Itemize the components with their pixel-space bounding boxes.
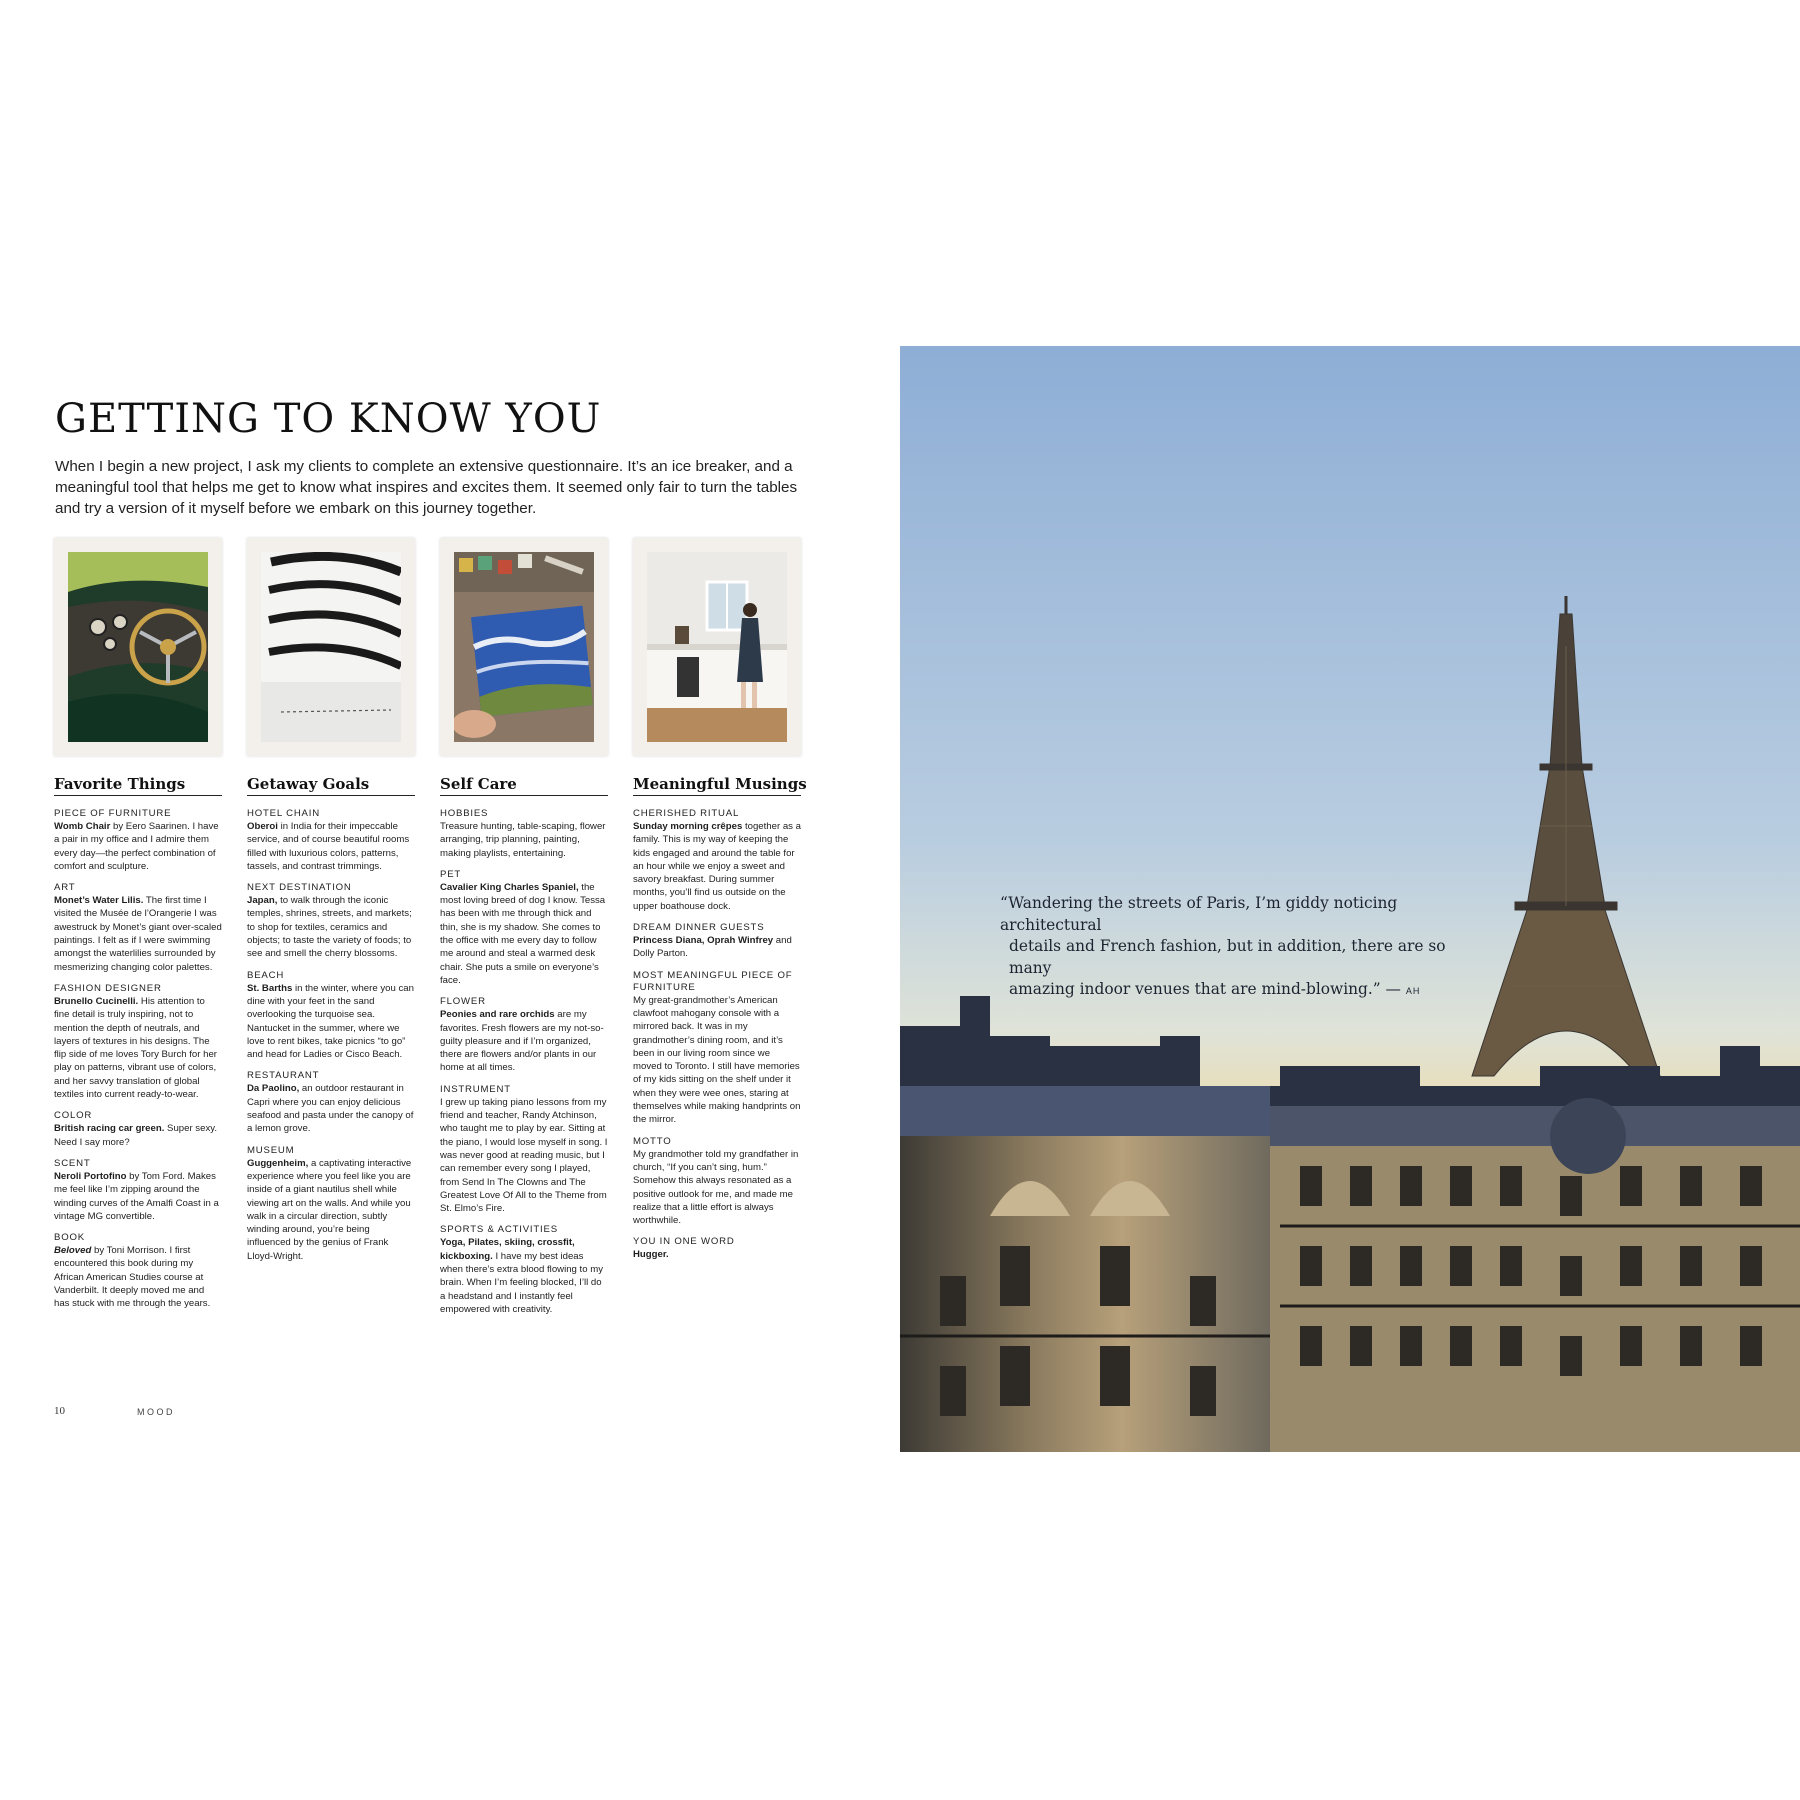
section-text: Oberoi in India for their impeccable service, and of course beautiful rooms filled with luxurious colors, patterns, tassels, and contrast trimmings. — [247, 821, 410, 872]
photo-card-car — [54, 538, 222, 756]
section-most-meaningful-furniture — [633, 970, 801, 1127]
section-color — [54, 1110, 222, 1149]
guggenheim-photo — [261, 552, 401, 742]
section-text: Sunday morning crêpes together as a family. This is my way of keeping the kids engaged and around the table for an hour while we enjoy a sweet and savory breakfast. During summer months, you’ll find us outside on the upper boathouse dock. — [633, 821, 801, 912]
section-label: MUSEUM — [247, 1144, 295, 1156]
section-piece-of-furniture — [54, 808, 222, 873]
section-fashion-designer — [54, 983, 222, 1101]
section-label: SPORTS & ACTIVITIES — [440, 1224, 558, 1236]
photo-card-kitchen — [633, 538, 801, 756]
page-title: GETTING TO KNOW YOU — [55, 396, 602, 442]
section-museum — [247, 1145, 415, 1263]
section-text: Peonies and rare orchids are my favorites. Fresh flowers are my not-so-guilty pleasure and if I’m organized, there are flowers and/or plants in our home at all times. — [440, 1009, 604, 1074]
section-label: HOTEL CHAIN — [247, 808, 320, 819]
section-text: Princess Diana, Oprah Winfrey and Dolly Parton. — [633, 935, 792, 960]
section-text: British racing car green. Super sexy. Need I say more? — [54, 1123, 217, 1148]
section-art — [54, 882, 222, 974]
photo-card-guggenheim — [247, 538, 415, 756]
section-text: I grew up taking piano lessons from my friend and teacher, Randy Atchinson, who taught me to play by ear. Sitting at the piano, I would lose myself in song. I was never good at reading music, but I can remember every song I played, from Send In The Clowns and The Greatest Love Of All to the Theme from St. Elmo’s Fire. — [440, 1096, 608, 1215]
section-text: St. Barths in the winter, where you can dine with your feet in the sand overlooking the turquoise sea. Nantucket in the summer, where we love to rent bikes, take picnics “to go” and head for Ladies or Cisco Beach. — [247, 982, 414, 1061]
section-motto — [633, 1136, 801, 1228]
section-text: Monet’s Water Lilis. The first time I visited the Musée de l’Orangerie I was awestruck by Monet’s giant over-scaled paintings. I felt as if I were swimming amongst the waterlilies surrounded by mesmerizing changing color palettes. — [54, 895, 222, 973]
section-label: FASHION DESIGNER — [54, 982, 162, 994]
section-pet — [440, 869, 608, 987]
section-label: DREAM DINNER GUESTS — [633, 922, 765, 934]
section-flower — [440, 996, 608, 1074]
column-heading: Getaway Goals — [247, 775, 415, 796]
section-label: HOBBIES — [440, 808, 489, 819]
section-text: Cavalier King Charles Spaniel, the most loving breed of dog I know. Tessa has been with me through thick and thin, she is my shadow. She comes to the office with me every day to follow me around and steal a warmed desk chair. She puts a smile on everyone’s face. — [440, 881, 606, 986]
column-heading: Meaningful Musings — [633, 775, 801, 796]
section-instrument — [440, 1084, 608, 1216]
section-label: CHERISHED RITUAL — [633, 808, 740, 819]
section-text: Yoga, Pilates, skiing, crossfit, kickboxing. I have my best ideas when there’s extra blood flowing to my brain. When I’m feeling blocked, I’ll do a headstand and I instantly feel empowered with creativity. — [440, 1237, 604, 1315]
section-beach — [247, 970, 415, 1062]
section-label: FLOWER — [440, 996, 486, 1008]
running-head: MOOD — [137, 1407, 175, 1417]
quote-attribution: AH — [1405, 986, 1421, 996]
kitchen-photo — [647, 552, 787, 742]
section-text: Treasure hunting, table-scaping, flower arranging, trip planning, painting, making playlists, entertaining. — [440, 821, 606, 859]
column-getaway-goals — [247, 775, 415, 1263]
section-label: PIECE OF FURNITURE — [54, 808, 172, 819]
quote-line-last: amazing indoor venues that are mind-blowing.” — AH — [1009, 980, 1421, 998]
column-heading: Favorite Things — [54, 775, 222, 796]
section-label: ART — [54, 882, 76, 894]
section-sports-activities — [440, 1224, 608, 1316]
section-text: My great-grandmother’s American clawfoot mahogany console with a mirrored back. It was in my grandmother’s dining room, and it’s been in our living room since we moved to Toronto. I still have memories of my kids sitting on the shelf under it when they were wee ones, staring at themselves while making handprints on the mirror. — [633, 994, 801, 1126]
vintage-car-photo — [68, 552, 208, 742]
section-text: Womb Chair by Eero Saarinen. I have a pair in my office and I admire them every day—the perfect combination of comfort and sculpture. — [54, 821, 219, 872]
section-text: Brunello Cucinelli. His attention to fine detail is truly inspiring, not to mention the depth of neutrals, and layers of textures in his designs. The flip side of me loves Tory Burch for her play on patterns, vibrant use of colors, and her savvy translation of global textiles into current ready-to-wear. — [54, 995, 217, 1101]
quote-line: “Wandering the streets of Paris, I’m giddy noticing architectural — [1000, 894, 1398, 934]
section-text: Japan, to walk through the iconic temples, shrines, streets, and markets; to shop for textiles, ceramics and objects; to taste the variety of foods; to see and smell the cherry blossoms. — [247, 895, 412, 960]
section-hobbies — [440, 808, 608, 860]
pull-quote — [1000, 893, 1470, 1003]
section-scent — [54, 1158, 222, 1223]
section-text: My grandmother told my grandfather in church, “If you can’t sing, hum.” Somehow this always resonated as a positive outlook for me, and made me realize that a little effort is always worthwhile. — [633, 1148, 799, 1227]
section-label: MOST MEANINGFUL PIECE OF FURNITURE — [633, 969, 793, 993]
section-text: Da Paolino, an outdoor restaurant in Capri where you can enjoy delicious seafood and pasta under the canopy of a lemon grove. — [247, 1083, 414, 1135]
section-you-in-one-word — [633, 1236, 801, 1261]
section-text: Beloved by Toni Morrison. I first encountered this book during my African American Studies course at Vanderbilt. It deeply moved me and has stuck with me through the years. — [54, 1245, 211, 1310]
page-number: 10 — [54, 1405, 65, 1417]
section-next-destination — [247, 882, 415, 960]
section-label: BEACH — [247, 969, 285, 981]
painting-photo — [454, 552, 594, 742]
column-favorite-things — [54, 775, 222, 1311]
section-label: SCENT — [54, 1157, 91, 1169]
intro-paragraph: When I begin a new project, I ask my clients to complete an extensive questionnaire. It’s an ice breaker, and a meaningful tool that helps me get to know what inspires and excites them. It seemed only fair to turn the tables and try a version of it myself before we embark on this journey together. — [55, 458, 798, 517]
section-restaurant — [247, 1070, 415, 1135]
section-text: Hugger. — [633, 1249, 669, 1261]
section-text: Guggenheim, a captivating interactive experience where you feel like you are inside of a giant nautilus shell while viewing art on the walls. And while you walk in a circular direction, subtly winding around, you’re being influenced by the genius of Frank Lloyd-Wright. — [247, 1157, 412, 1262]
column-meaningful-musings — [633, 775, 807, 1262]
section-label: BOOK — [54, 1232, 85, 1244]
section-label: COLOR — [54, 1110, 93, 1122]
section-hotel-chain — [247, 808, 415, 873]
section-label: YOU IN ONE WORD — [633, 1236, 735, 1248]
section-label: INSTRUMENT — [440, 1083, 511, 1095]
column-self-care — [440, 775, 608, 1316]
section-label: PET — [440, 868, 462, 880]
column-heading: Self Care — [440, 775, 608, 796]
section-label: NEXT DESTINATION — [247, 882, 352, 894]
section-cherished-ritual — [633, 808, 801, 913]
quote-line: details and French fashion, but in addition, there are so many — [1009, 937, 1446, 977]
section-text: Neroli Portofino by Tom Ford. Makes me feel like I’m zipping around the winding curves of the Amalfi Coast in a vintage MG convertible. — [54, 1170, 219, 1222]
section-label: MOTTO — [633, 1135, 672, 1147]
photo-card-painting — [440, 538, 608, 756]
section-book — [54, 1232, 222, 1310]
section-dream-dinner-guests — [633, 922, 801, 961]
section-label: RESTAURANT — [247, 1070, 320, 1082]
